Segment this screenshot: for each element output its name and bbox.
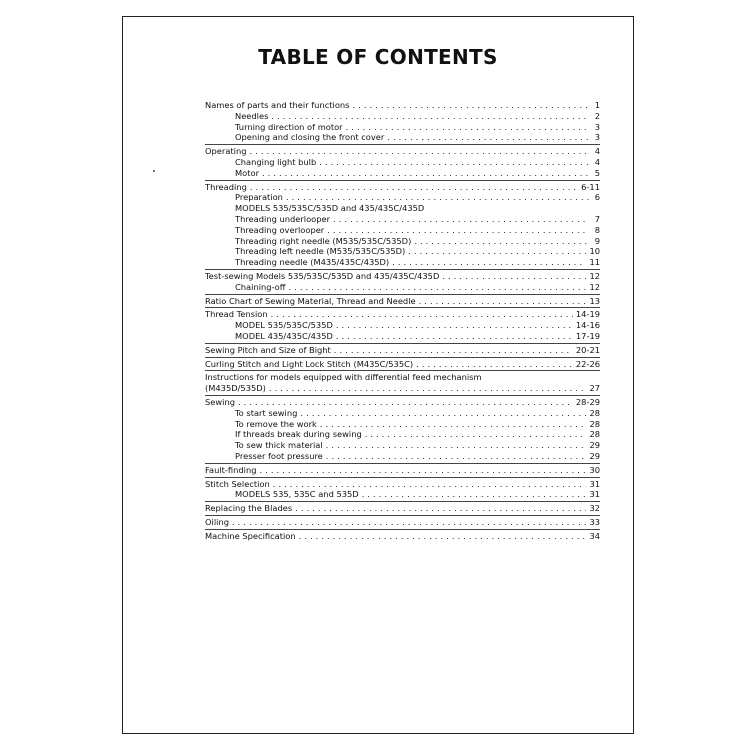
toc-entry <box>205 320 600 331</box>
dot-leader <box>250 182 578 193</box>
toc-entry-page: 32 <box>589 503 600 514</box>
toc-entry-title: Sewing Pitch and Size of Bight <box>205 344 331 355</box>
section-divider <box>205 294 600 295</box>
toc-entry-page: 2 <box>594 110 600 121</box>
dot-leader <box>262 168 589 179</box>
toc-entry <box>205 257 600 268</box>
toc-entry <box>205 309 600 320</box>
toc-entry-title: Motor <box>235 167 259 178</box>
toc-entry-title: Threading underlooper <box>235 213 331 224</box>
toc-entry <box>205 489 600 500</box>
section-divider <box>205 501 600 502</box>
toc-entry <box>205 372 600 383</box>
toc-entry-page: 8 <box>594 224 600 235</box>
toc-entry <box>205 440 600 451</box>
toc-entry-title: If threads break during sewing <box>235 429 362 440</box>
dot-leader <box>269 383 587 394</box>
dot-leader <box>232 517 586 528</box>
dot-leader <box>334 345 573 356</box>
toc-entry-title: Threading left needle (M535/535C/535D) <box>235 246 406 257</box>
section-divider <box>205 144 600 145</box>
toc-entry <box>205 157 600 168</box>
toc-entry-title: MODEL 435/435C/435D <box>235 330 333 341</box>
toc-entry <box>205 517 600 528</box>
toc-entry <box>205 192 600 203</box>
toc-entry <box>205 397 600 408</box>
toc-entry-page: 20-21 <box>575 344 600 355</box>
toc-entry <box>205 122 600 133</box>
dot-leader <box>326 451 587 462</box>
section-divider <box>205 529 600 530</box>
section-divider <box>205 515 600 516</box>
toc-entry <box>205 225 600 236</box>
dot-leader <box>408 246 586 257</box>
dot-leader <box>365 429 587 440</box>
toc-entry-page: 17-19 <box>575 330 600 341</box>
toc-entry-title: (M435D/535D) <box>205 383 266 394</box>
section-divider <box>205 357 600 358</box>
toc-entry <box>205 479 600 490</box>
toc-entry <box>205 100 600 111</box>
toc-entry-title: Stitch Selection <box>205 478 270 489</box>
dot-leader <box>326 440 587 451</box>
toc-entry <box>205 168 600 179</box>
section-divider <box>205 307 600 308</box>
toc-entry-title: Chaining-off <box>235 281 286 292</box>
toc-entry-page: 4 <box>594 146 600 157</box>
dot-leader <box>442 271 586 282</box>
toc-entry-title: MODEL 535/535C/535D <box>235 320 333 331</box>
dot-leader <box>419 296 587 307</box>
toc-entry-page: 30 <box>589 464 600 475</box>
dot-leader <box>346 122 589 133</box>
dot-leader <box>416 359 573 370</box>
toc-entry <box>205 465 600 476</box>
dot-leader <box>271 111 589 122</box>
toc-entry-title: Thread Tension <box>205 309 268 320</box>
dot-leader <box>392 257 586 268</box>
toc-entry-page: 31 <box>589 478 600 489</box>
toc-entry-page: 3 <box>594 121 600 132</box>
toc-entry-title: Ratio Chart of Sewing Material, Thread and Needle <box>205 295 416 306</box>
toc-entry <box>205 359 600 370</box>
section-divider <box>205 343 600 344</box>
toc-entry-page: 34 <box>589 530 600 541</box>
toc-entry <box>205 146 600 157</box>
toc-entry <box>205 383 600 394</box>
toc-entry-page: 7 <box>594 213 600 224</box>
section-divider <box>205 477 600 478</box>
toc-entry-title: Sewing <box>205 396 235 407</box>
toc-entry-page: 10 <box>589 246 600 257</box>
dot-leader <box>249 146 589 157</box>
toc-entry-page: 1 <box>594 100 600 110</box>
dot-leader <box>327 225 589 236</box>
toc-entry-title: MODELS 535, 535C and 535D <box>235 489 359 500</box>
scan-speck <box>153 170 155 172</box>
toc-entry-page: 14-16 <box>575 320 600 331</box>
toc-entry-title: Oiling <box>205 516 229 527</box>
dot-leader <box>414 236 589 247</box>
toc-entry-page: 28 <box>589 429 600 440</box>
toc-entry-page: 28 <box>589 407 600 418</box>
toc-entry <box>205 331 600 342</box>
toc-entry-title: Threading overlooper <box>235 224 325 235</box>
toc-entry <box>205 345 600 356</box>
toc-entry-page: 22-26 <box>575 358 600 369</box>
toc-entry <box>205 282 600 293</box>
toc-entry-title: Instructions for models equipped with differential feed mechanism <box>205 372 482 383</box>
toc-entry-page: 11 <box>589 257 600 268</box>
toc-entry <box>205 531 600 542</box>
toc-entry-page: 33 <box>589 516 600 527</box>
toc-entry-page: 31 <box>589 489 600 500</box>
toc-entry <box>205 111 600 122</box>
dot-leader <box>300 408 586 419</box>
toc-entry <box>205 296 600 307</box>
toc-entry-title: Test-sewing Models 535/535C/535D and 435/435C/435D <box>205 270 440 281</box>
dot-leader <box>387 132 589 143</box>
toc-entry-page: 14-19 <box>575 309 600 320</box>
dot-leader <box>238 397 573 408</box>
dot-leader <box>271 309 573 320</box>
toc-entry-title: Curling Stitch and Light Lock Stitch (M435C/535C) <box>205 358 414 369</box>
toc-entry-title: Turning direction of motor <box>235 121 343 132</box>
toc-entry <box>205 271 600 282</box>
toc-entry-title: To sew thick material <box>235 440 323 451</box>
dot-leader <box>336 320 573 331</box>
toc-entry-title: Replacing the Blades <box>205 503 293 514</box>
toc-entry-title: Operating <box>205 146 247 157</box>
toc-entry-title: Threading <box>205 181 247 192</box>
toc-entry-page: 27 <box>589 383 600 394</box>
dot-leader <box>273 479 587 490</box>
toc-entry-page: 29 <box>589 450 600 461</box>
dot-leader <box>286 192 589 203</box>
section-divider <box>205 370 600 371</box>
toc-entry <box>205 503 600 514</box>
toc-entry-title: Presser foot pressure <box>235 450 323 461</box>
toc-entry <box>205 419 600 430</box>
toc-entry-page: 9 <box>594 235 600 246</box>
dot-leader <box>299 531 587 542</box>
toc-entry-page: 29 <box>589 440 600 451</box>
toc-entry-title: To remove the work <box>235 418 317 429</box>
toc-entry-title: Names of parts and their functions <box>205 100 350 110</box>
toc-entry <box>205 203 600 214</box>
toc-entry-title: Machine Specification <box>205 530 296 541</box>
section-divider <box>205 463 600 464</box>
toc-entry-title: MODELS 535/535C/535D and 435/435C/435D <box>235 203 425 214</box>
toc-entry <box>205 246 600 257</box>
toc-entry <box>205 408 600 419</box>
dot-leader <box>333 214 589 225</box>
dot-leader <box>352 100 589 111</box>
toc-entry-page: 12 <box>589 281 600 292</box>
dot-leader <box>336 331 573 342</box>
toc-entry-title: Threading needle (M435/435C/435D) <box>235 257 390 268</box>
page-title: TABLE OF CONTENTS <box>258 45 498 69</box>
toc-entry-page: 28 <box>589 418 600 429</box>
section-divider <box>205 180 600 181</box>
toc-entry-page: 12 <box>589 270 600 281</box>
toc-entry <box>205 214 600 225</box>
toc-entry-page: 3 <box>594 132 600 143</box>
toc-entry-page: 5 <box>594 167 600 178</box>
toc-entry <box>205 236 600 247</box>
dot-leader <box>288 282 586 293</box>
toc-entry-page: 13 <box>589 295 600 306</box>
table-of-contents <box>205 100 600 541</box>
dot-leader <box>319 157 589 168</box>
toc-entry-title: To start sewing <box>235 407 298 418</box>
toc-entry-page: 4 <box>594 156 600 167</box>
toc-entry-title: Needles <box>235 110 269 121</box>
toc-entry-title: Threading right needle (M535/535C/535D) <box>235 235 412 246</box>
dot-leader <box>320 419 587 430</box>
toc-entry-page: 6 <box>594 192 600 203</box>
dot-leader <box>295 503 586 514</box>
toc-entry-title: Opening and closing the front cover <box>235 132 385 143</box>
dot-leader <box>260 465 587 476</box>
toc-entry <box>205 182 600 193</box>
toc-entry <box>205 451 600 462</box>
toc-entry-title: Preparation <box>235 192 283 203</box>
toc-entry <box>205 429 600 440</box>
document-page <box>122 16 634 734</box>
section-divider <box>205 395 600 396</box>
toc-entry-page: 6-11 <box>581 181 600 192</box>
toc-entry-title: Fault-finding <box>205 464 257 475</box>
section-divider <box>205 269 600 270</box>
toc-entry <box>205 132 600 143</box>
toc-entry-title: Changing light bulb <box>235 156 317 167</box>
toc-entry-page: 28-29 <box>575 396 600 407</box>
dot-leader <box>362 489 587 500</box>
